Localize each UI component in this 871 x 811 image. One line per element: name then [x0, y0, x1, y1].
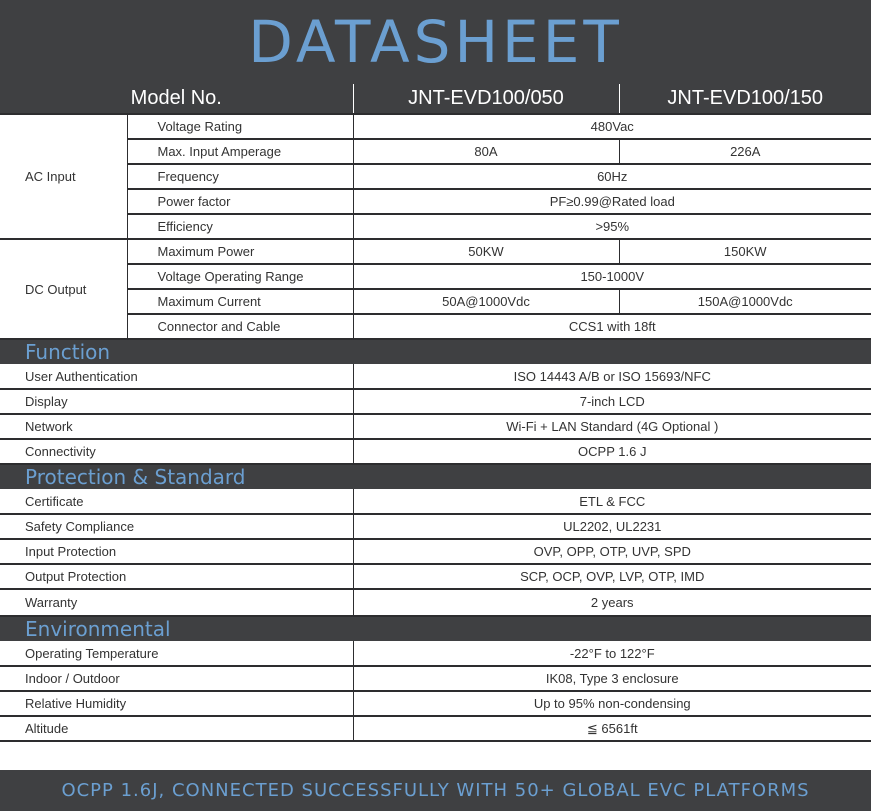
row-value: Up to 95% non-condensing	[353, 691, 871, 716]
row-value: UL2202, UL2231	[353, 514, 871, 539]
section-title: Function	[0, 339, 871, 364]
row-value-model-1: 80A	[353, 139, 619, 164]
row-value: PF≥0.99@Rated load	[353, 189, 871, 214]
row-label: Display	[0, 389, 353, 414]
table-row	[0, 314, 871, 339]
row-label: Power factor	[127, 189, 353, 214]
table-row	[0, 489, 871, 514]
table-row	[0, 514, 871, 539]
row-label: Safety Compliance	[0, 514, 353, 539]
datasheet-table	[0, 84, 871, 742]
row-value: 7-inch LCD	[353, 389, 871, 414]
row-value: CCS1 with 18ft	[353, 314, 871, 339]
row-value-model-2: 150A@1000Vdc	[619, 289, 871, 314]
row-label: Voltage Rating	[127, 114, 353, 139]
row-label: Warranty	[0, 589, 353, 616]
row-label: User Authentication	[0, 364, 353, 389]
section-header-function	[0, 339, 871, 364]
row-label: Voltage Operating Range	[127, 264, 353, 289]
group-dc-output: DC Output	[0, 239, 127, 339]
row-label: Network	[0, 414, 353, 439]
table-row	[0, 439, 871, 464]
table-row	[0, 364, 871, 389]
row-label: Connectivity	[0, 439, 353, 464]
section-title: Protection & Standard	[0, 464, 871, 489]
model-row	[0, 84, 871, 114]
row-label: Indoor / Outdoor	[0, 666, 353, 691]
row-label: Certificate	[0, 489, 353, 514]
row-value-model-2: 226A	[619, 139, 871, 164]
table-row	[0, 716, 871, 741]
row-value: OCPP 1.6 J	[353, 439, 871, 464]
row-label: Maximum Power	[127, 239, 353, 264]
model-1: JNT-EVD100/050	[353, 84, 619, 114]
table-row	[0, 691, 871, 716]
row-label: Relative Humidity	[0, 691, 353, 716]
row-label: Frequency	[127, 164, 353, 189]
page-title: DATASHEET	[248, 8, 623, 76]
row-label: Output Protection	[0, 564, 353, 589]
row-label: Input Protection	[0, 539, 353, 564]
row-value: >95%	[353, 214, 871, 239]
table-row	[0, 289, 871, 314]
table-row	[0, 239, 871, 264]
row-value: 150-1000V	[353, 264, 871, 289]
row-value: ETL & FCC	[353, 489, 871, 514]
table-row	[0, 564, 871, 589]
table-row	[0, 389, 871, 414]
row-value: Wi-Fi + LAN Standard (4G Optional )	[353, 414, 871, 439]
table-row	[0, 164, 871, 189]
table-row	[0, 214, 871, 239]
row-value: IK08, Type 3 enclosure	[353, 666, 871, 691]
row-label: Max. Input Amperage	[127, 139, 353, 164]
row-value: 480Vac	[353, 114, 871, 139]
section-header-environmental	[0, 616, 871, 641]
row-value-model-1: 50A@1000Vdc	[353, 289, 619, 314]
group-ac-input: AC Input	[0, 114, 127, 239]
table-row	[0, 264, 871, 289]
table-row	[0, 666, 871, 691]
row-label: Operating Temperature	[0, 641, 353, 666]
row-value-model-2: 150KW	[619, 239, 871, 264]
row-value: 2 years	[353, 589, 871, 616]
row-value: OVP, OPP, OTP, UVP, SPD	[353, 539, 871, 564]
model-label: Model No.	[0, 84, 353, 114]
table-row	[0, 539, 871, 564]
row-value: -22°F to 122°F	[353, 641, 871, 666]
row-value: ≦ 6561ft	[353, 716, 871, 741]
row-value-model-1: 50KW	[353, 239, 619, 264]
row-label: Connector and Cable	[127, 314, 353, 339]
footer-text: OCPP 1.6J, CONNECTED SUCCESSFULLY WITH 50+ GLOBAL EVC PLATFORMS	[61, 780, 810, 801]
row-label: Efficiency	[127, 214, 353, 239]
table-row	[0, 589, 871, 616]
row-label: Maximum Current	[127, 289, 353, 314]
row-value: ISO 14443 A/B or ISO 15693/NFC	[353, 364, 871, 389]
row-value: 60Hz	[353, 164, 871, 189]
section-header-protection	[0, 464, 871, 489]
table-row	[0, 114, 871, 139]
model-2: JNT-EVD100/150	[619, 84, 871, 114]
section-title: Environmental	[0, 616, 871, 641]
row-label: Altitude	[0, 716, 353, 741]
header-banner	[0, 0, 871, 84]
row-value: SCP, OCP, OVP, LVP, OTP, IMD	[353, 564, 871, 589]
table-row	[0, 139, 871, 164]
footer-banner	[0, 770, 871, 811]
table-row	[0, 189, 871, 214]
table-row	[0, 414, 871, 439]
table-row	[0, 641, 871, 666]
